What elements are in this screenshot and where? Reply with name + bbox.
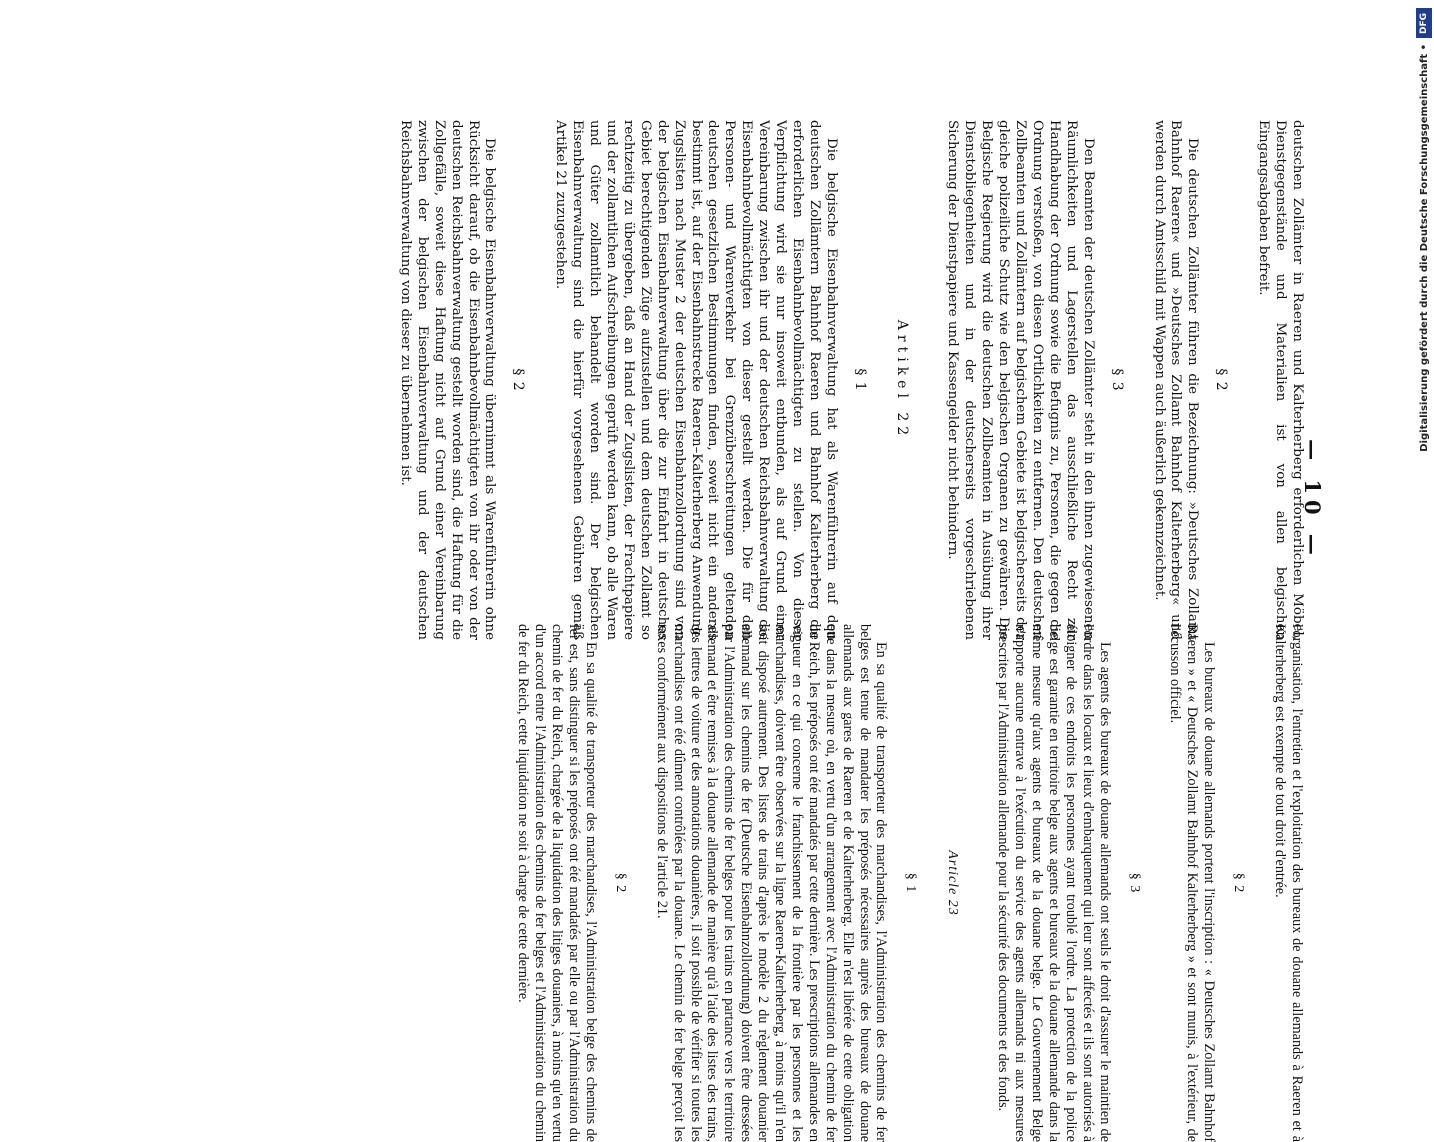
french-column <box>85 624 1305 1142</box>
dfg-logo-icon: DFG <box>1416 8 1432 38</box>
dfg-credit-strip <box>1412 0 1434 1000</box>
german-article-22-section-1-text: Die belgische Eisenbahnverwaltung hat als Warenführerin auf den deutschen Zollämtern Bahnhof Raeren und Bahnhof Kalterherberg die erforderlichen Eisenbahnbevollmächtigten zu stellen. Von dieser Verpflichtung wird sie nur insoweit entbunden, als auf Grund einer Vereinbarung zwischen ihr und der deutschen Reichsbahnverwaltung die Eisenbahnbevollmächtigten von dieser gestellt werden. Die für den Personen- und Warenverkehr bei Grenzüberschreitungen geltenden deutschen gesetzlichen Bestimmungen finden, soweit nicht ein anderes bestimmt ist, auf der Eisenbahnstrecke Raeren–Kalterherberg Anwendung. Zugslisten nach Muster 2 der deutschen Eisenbahnzollordnung sind von der belgischen Eisenbahnverwaltung über die zur Einfahrt in deutsches Gebiet berechtigenden Züge aufzustellen und dem deutschen Zollamt so rechtzeitig zu übergeben, daß an Hand der Zugslisten, der Frachtpapiere und der zollamtlichen Aufschreibungen geprüft werden kann, ob alle Waren und Güter zollamtlich behandelt worden sind. Der belgischen Eisenbahnverwaltung sind die hierfür vorgesehenen Gebühren gemäß Artikel 21 zuzugestehen. <box>553 120 839 640</box>
dfg-credit-text: Digitalisierung gefördert durch die Deutsche Forschungsgemeinschaft • <box>1419 44 1430 452</box>
german-section-3-text: Den Beamten der deutschen Zollämter steht in den ihnen zugewiesenen Räumlichkeiten und Lagerstellen das ausschließliche Recht zur Handhabung der Ordnung sowie die Befugnis zu, Personen, die gegen die Ordnung verstoßen, von diesen Ortlichkeiten zu entfernen. Den deutschen Zollbeamten und Zollämtern auf belgischem Gebiete ist belgischerseits der gleiche polizeiliche Schutz wie den belgischen Organen zu gewähren. Die Belgische Regierung wird die deutschen Zollbeamten in Ausübung ihrer Dienstobliegenheiten und in der deutscherseits vorgeschriebenen Sicherung der Dienstpapiere und Kassengelder nicht behindern. <box>945 120 1096 640</box>
page-number: — 10 — <box>1300 439 1325 561</box>
french-article-23-section-2-text: En sa qualité de transporteur des marchandises, l'Administration belge des chemins de fer est, sans distinguer si les préposés ont été mandatés par elle ou par l'Administration du chemin de fer du Reich, chargée de la liquidation des litiges douaniers, à moins qu'en vertu d'un accord entre l'Administration des chemins de fer belges et l'Administration du chemin de fer du Reich, cette liquidation ne soit à charge de cette dernière. <box>515 624 599 1142</box>
french-intro-paragraph: l'organisation, l'entretien et l'exploitation des bureaux de douane allemands à Raeren et à Kalterherberg est exempte de tout droit d'entrée. <box>1272 624 1305 1142</box>
german-section-2-text: Die deutschen Zollämter führen die Bezeichnung: »Deutsches Zollamt Bahnhof Raeren« und »Deutsches Zollamt Bahnhof Kalterherberg« und werden durch Amtsschild mit Wappen auch äußerlich gekennzeichnet. <box>1151 120 1201 640</box>
french-article-23-section-1-heading: § 1 <box>903 872 919 894</box>
german-article-22-section-2-text: Die belgische Eisenbahnverwaltung übernimmt als Warenführerin ohne Rücksicht darauf, ob die Eisenbahnbevollmächtigten von ihr oder von der deutschen Reichsbahnverwaltung gestellt worden sind, die Haftung für die Zollgefälle, soweit diese Haftung nicht auf Grund einer Vereinbarung zwischen der belgischen Eisenbahnverwaltung und der deutschen Reichsbahnverwaltung von dieser zu übernehmen ist. <box>397 120 498 640</box>
french-article-heading: Article 23 <box>945 850 961 916</box>
german-article-22-section-1-heading: § 1 <box>851 368 868 392</box>
german-intro-paragraph: deutschen Zollämter in Raeren und Kalterherberg erforderlichen Möbel, Dienstgegenstände und Materialien ist von allen belgischen Eingangsabgaben befreit. <box>1256 120 1305 640</box>
french-article-23-section-2-heading: § 2 <box>612 872 628 894</box>
german-column <box>85 120 1305 640</box>
french-section-2-text: Les bureaux de douane allemands portent l'inscription : « Deutsches Zollamt Bahnhof Raeren » et « Deutsches Zollamt Bahnhof Kalterherberg » et sont munis, à l'extérieur, de l'écusson officiel. <box>1167 624 1218 1142</box>
french-section-3-heading: § 3 <box>1126 872 1142 894</box>
german-section-2-heading: § 2 <box>1213 368 1230 392</box>
german-article-heading: Artikel 22 <box>893 319 910 441</box>
german-article-22-section-2-heading: § 2 <box>510 368 527 392</box>
german-section-3-heading: § 3 <box>1108 368 1125 392</box>
french-section-3-text: Les agents des bureaux de douane allemands ont seuls le droit d'assurer le maintien de l'ordre dans les locaux et lieux d'embarquement qui leur sont affectés et ils sont autorisés à éloigner de ces endroits les personnes ayant troublé l'ordre. La protection de la police belge est garantie en territoire belge aux agents et bureaux de la douane allemande dans la même mesure qu'aux agents et bureaux de la douane belge. Le Gouvernement Belge n'apporte aucune entrave à l'exécution du service des agents allemands ni aux mesures prescrites par l'Administration allemande pour la sécurité des documents et des fonds. <box>995 624 1113 1142</box>
french-article-23-section-1-text: En sa qualité de transporteur des marchandises, l'Administration des chemins de fer belges est tenue de mandater les préposés nécessaires auprès des bureaux de douane allemands aux gares de Raeren et de Kalterherberg. Elle n'est libérée de cette obligation que dans la mesure où, en vertu d'un arrangement avec l'Administration du chemin de fer du Reich, les préposés ont été mandatés par cette dernière. Les prescriptions allemandes en vigueur en ce qui concerne le franchissement de la frontière par les personnes et les marchandises, doivent être observées sur la ligne Raeren-Kalterherberg, à moins qu'il n'en soit disposé autrement. Des listes de trains d'après le modèle 2 du règlement douanier allemand sur les chemins de fer (Deutsche Eisenbahnzollordnung) doivent être dressées par l'Administration des chemins de fer belges pour les trains en partance vers le territoire allemand et être remises à la douane allemande de manière qu'à l'aide des listes des trains, des lettres de voiture et des annotations douanières, il soit possible de vérifier si toutes les marchandises ont été dûment contrôlées par la douane. Le chemin de fer belge perçoit les taxes conformément aux dispositions de l'article 21. <box>653 624 890 1142</box>
french-section-2-heading: § 2 <box>1231 872 1247 894</box>
